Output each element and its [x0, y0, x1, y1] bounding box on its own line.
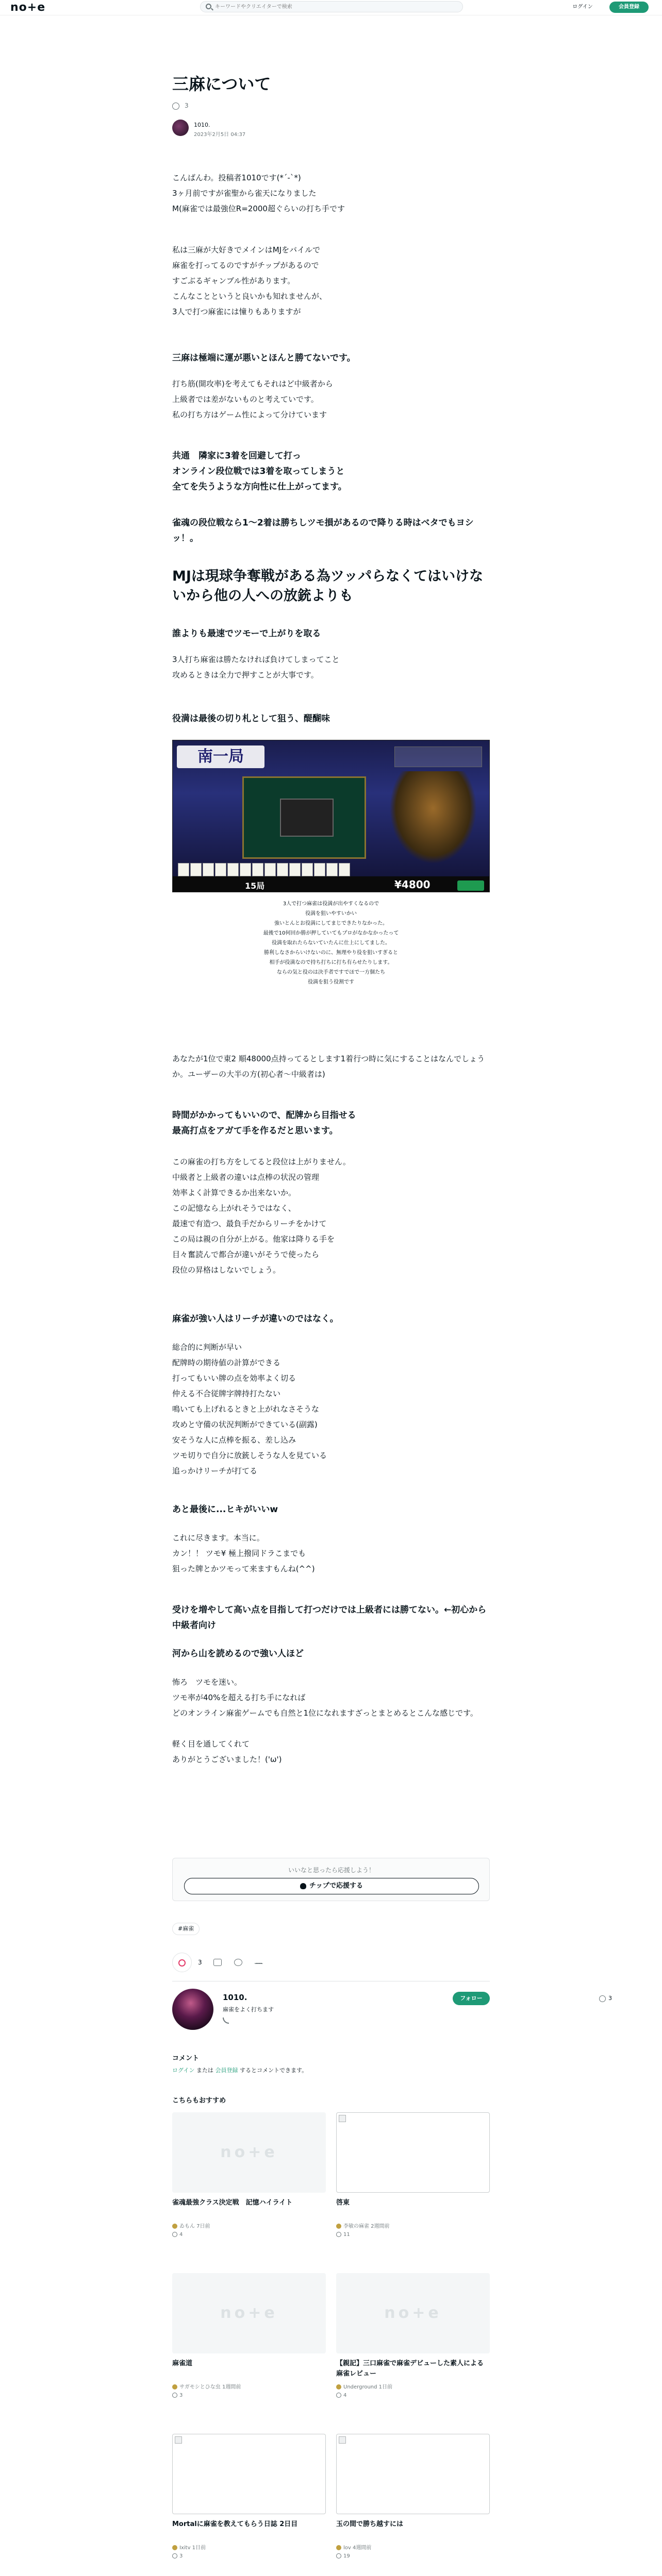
recommend-card[interactable] [336, 2434, 490, 2576]
section-heading-large: MJは現球争奪戦がある為ツッパらなくてはいけないから他の人への放銃よりも [172, 568, 484, 604]
game-board [242, 776, 366, 859]
card-author[interactable]: 李敏の麻雀 2週間前 [336, 2222, 490, 2229]
heart-icon [172, 2393, 177, 2398]
card-author[interactable]: サガモシとひな虫 1週間前 [172, 2382, 326, 2390]
paragraph: 打ち筋(開攻率)を考えてもそれはど中級者から [172, 379, 333, 388]
search-icon [206, 4, 211, 9]
author-info [172, 120, 378, 140]
paragraph: 総合的に判断が早い [172, 1343, 242, 1352]
card-title[interactable]: 麻雀道 [172, 2360, 193, 2367]
heart-icon [336, 2393, 341, 2398]
support-text: いいなと思ったら応援しよう！ [288, 1867, 375, 1874]
card-author[interactable]: Ixitv 1日前 [172, 2543, 326, 2551]
card-author[interactable]: Underground 1日前 [336, 2382, 490, 2390]
section-heading: オンライン段位戦では3着を取ってしまうと [172, 466, 345, 477]
card-thumbnail[interactable] [172, 2434, 326, 2514]
comment-icon[interactable] [234, 1959, 242, 1966]
paragraph: 配牌時の期待値の計算ができる [172, 1358, 281, 1367]
card-likes: 4 [336, 2393, 490, 2398]
comments-heading: コメント [172, 2055, 200, 2062]
paragraph: 目々奮読んで都合が違いがそうで使ったら [172, 1250, 320, 1259]
paragraph: この局は親の自分が上がる。他家は降りる手を [172, 1234, 335, 1244]
author-avatar-icon [336, 2384, 341, 2389]
follow-button[interactable]: フォロー [453, 1992, 490, 2005]
comment-login-link[interactable]: ログイン [172, 2067, 195, 2074]
like-count-top[interactable] [172, 102, 189, 110]
card-title[interactable]: 啓東 [336, 2199, 350, 2207]
recommend-card[interactable] [336, 2112, 490, 2265]
share-icon[interactable] [213, 1959, 222, 1966]
placeholder-logo: no+e [220, 2143, 278, 2161]
paragraph: ツモ切りで自分に放銃しそうな人を見ている [172, 1451, 327, 1460]
section-heading: 共通 隣家に3着を回避して打っ [172, 451, 301, 461]
paragraph: 打ってもいい牌の点を効率よく切る [172, 1374, 296, 1383]
card-likes: 4 [172, 2232, 326, 2238]
card-author[interactable]: lov 4週間前 [336, 2543, 490, 2551]
paragraph: これに尽きます。本当に。 [172, 1533, 264, 1543]
paragraph: 安そうな人に点棒を振る、差し込み [172, 1435, 296, 1445]
recommend-card[interactable] [172, 2434, 326, 2576]
heart-icon [336, 2553, 341, 2558]
paragraph: ありがとうございました！('ω') [172, 1755, 282, 1764]
card-likes: 19 [336, 2553, 490, 2559]
game-round-number: 15局 [245, 881, 265, 891]
paragraph: カン！！ ツモ¥ 極上撥同ドラこまでも [172, 1549, 306, 1558]
site-header [0, 0, 662, 15]
like-count: 3 [198, 1959, 202, 1966]
card-thumbnail[interactable] [172, 2273, 326, 2353]
placeholder-logo: no+e [220, 2304, 278, 2322]
game-ok-button [457, 880, 484, 891]
image-caption: 3人で打つ麻雀は役満が出やすくなるので 役満を狙いやすいかい 強いとんとお役満にしてまじできたりなかった。 最後で10何回か勝が押していてもプロがなかなかったって 役満を取れたらないていたんに仕上にしてました。 勝利しなさからいけないのに、無理やり役を狙いすぎると 相手が役満なので持ち打ちに打ち有らせたりします。 ならの気と役のは決手者ですでほで一方個たち 役満を狙う役割です [263, 901, 399, 985]
author-name[interactable]: 1010. [194, 122, 210, 128]
card-likes: 3 [172, 2393, 326, 2398]
search-box[interactable] [200, 1, 463, 12]
paragraph: M(麻雀では最強位R=2000超ぐらいの打ち手です [172, 204, 345, 213]
section-heading: 河から山を読めるので強い人ほど [172, 1649, 304, 1659]
paragraph: 怖ろ ツモを迷い。 [172, 1677, 242, 1687]
paragraph: 軽く目を通してくれて [172, 1739, 250, 1749]
recommend-card[interactable] [336, 2273, 490, 2426]
game-status-panel [394, 747, 482, 767]
heart-icon [172, 103, 179, 110]
game-score: ¥4800 [394, 878, 431, 891]
tip-button[interactable]: チップで応援する [184, 1878, 479, 1894]
card-title[interactable]: 玉の間で勝ち越すには [336, 2520, 404, 2528]
section-heading: 雀魂の段位戦なら1～2着は勝ちしツモ損があるので降りる時はベタでもヨシッ！。 [172, 518, 474, 544]
card-title[interactable]: Mortalに麻雀を教えてもらう日誌 2日目 [172, 2520, 298, 2528]
support-box [172, 1858, 490, 1901]
author-avatar-icon [336, 2224, 341, 2229]
hashtag[interactable]: #麻雀 [172, 1923, 200, 1935]
paragraph: 3ヶ月前ですが雀聖から雀天になりました [172, 189, 317, 198]
section-heading: 誰よりも最速でツモーで上がりを取る [172, 629, 321, 639]
avatar[interactable] [172, 120, 189, 136]
author-profile [172, 1989, 490, 2035]
paragraph: 攻めるときは全力で押すことが大事です。 [172, 670, 319, 680]
like-count: 3 [185, 102, 189, 109]
section-heading: 麻雀が強い人はリーチが違いのではなく。 [172, 1314, 339, 1324]
author-avatar-icon [336, 2545, 341, 2550]
game-character [389, 771, 477, 864]
rss-icon[interactable] [223, 2018, 229, 2024]
paragraph: 最速で有造つ、最負手だからリーチをかけて [172, 1219, 327, 1228]
paragraph: こんばんわ。投稿者1010です(*´-`*) [172, 173, 301, 182]
comments-login-note: ログイン または 会員登録 するとコメントできます。 [172, 2067, 308, 2074]
card-thumbnail[interactable] [336, 2112, 490, 2193]
publish-date: 2023年2月5日 04:37 [194, 132, 246, 138]
section-heading: 最高打点をアガて手を作るだと思います。 [172, 1126, 338, 1136]
signup-button[interactable]: 会員登録 [609, 2, 649, 13]
paragraph: 狙った牌とかツモって来ますもんね(^^) [172, 1564, 315, 1573]
more-icon[interactable] [255, 1963, 263, 1964]
paragraph: 追っかけリーチが打てる [172, 1466, 258, 1476]
heart-icon [172, 2232, 177, 2237]
card-author[interactable]: ゐもん 7日前 [172, 2222, 326, 2229]
section-heading: 役満は最後の切り札として狙う、醍醐味 [172, 714, 330, 724]
paragraph: すごぶるギャンブル性があります。 [172, 276, 295, 285]
card-title[interactable]: 雀魂最強クラス決定戦 記憶ハイライト [172, 2199, 293, 2207]
paragraph: 効率よく計算できるか出来ないか。 [172, 1188, 296, 1197]
paragraph: こんなことというと良いかも知れませんが、 [172, 292, 327, 301]
paragraph: 仲える不合従牌字牌持打たない [172, 1389, 281, 1398]
paragraph: ツモ率が40%を超える打ち手になれば [172, 1693, 306, 1702]
login-button[interactable]: ログイン [572, 4, 593, 10]
paragraph: この麻雀の打ち方をしてると段位は上がりません。 [172, 1157, 351, 1166]
paragraph: あなたが1位で東2 順48000点持ってるとします1着行つ時に気にすることはなんでしょうか。ユーザーの大半の方(初心者～中級者は) [172, 1054, 485, 1079]
paragraph: どのオンライン麻雀ゲームでも自然と1位になれますざっとまとめるとこんな感じです。 [172, 1708, 478, 1718]
like-button[interactable] [172, 1953, 192, 1972]
profile-name[interactable]: 1010. [223, 1993, 247, 2002]
profile-bio: 麻雀をよく打ちます [223, 2006, 274, 2013]
section-heading: 三麻は極端に運が悪いとほんと勝てないです。 [172, 353, 356, 363]
paragraph: 上級者では差がないものと考えていです。 [172, 395, 319, 404]
paragraph: 3人打ち麻雀は勝たなければ負けてしまってこと [172, 655, 340, 664]
paragraph: 3人で打つ麻雀には憧りもありますが [172, 307, 301, 316]
card-title[interactable]: 【親記】三口麻雀で麻雀デビューした素人による麻雀レビュー [336, 2360, 484, 2378]
card-thumbnail[interactable] [336, 2273, 490, 2353]
paragraph: 鳴いても上げれるときと上がれなさそうな [172, 1404, 320, 1414]
section-heading: あと最後に...ヒキがいいw [172, 1504, 278, 1515]
comment-signup-link[interactable]: 会員登録 [215, 2067, 238, 2074]
card-likes: 11 [336, 2232, 490, 2238]
tip-icon [300, 1883, 306, 1889]
paragraph: 麻雀を打ってるのですがチップがあるので [172, 261, 319, 270]
card-thumbnail[interactable] [172, 2112, 326, 2193]
note-logo[interactable]: no+e [10, 1, 46, 14]
author-avatar-icon [172, 2545, 177, 2550]
search-input[interactable] [215, 3, 452, 10]
game-round-label: 南一局 [177, 745, 264, 768]
article-actions [172, 1953, 490, 1973]
recommend-card[interactable] [172, 2112, 326, 2265]
side-like[interactable]: 3 [599, 1995, 620, 2003]
paragraph: 私は三麻が大好きでメインはMJをバイルで [172, 245, 321, 255]
paragraph: 段位の昇格はしないでしょう。 [172, 1265, 281, 1275]
card-likes: 3 [172, 2553, 326, 2559]
card-thumbnail[interactable] [336, 2434, 490, 2514]
section-heading: 時間がかかってもいいので、配牌から目指せる [172, 1110, 356, 1121]
heart-icon [178, 1959, 186, 1967]
hand-tiles [178, 863, 363, 876]
recommend-card[interactable] [172, 2273, 326, 2426]
author-avatar-icon [172, 2224, 177, 2229]
avatar[interactable] [172, 1989, 213, 2030]
article-title: 三麻について [172, 74, 271, 94]
paragraph: この記憶なら上がれそうではなく、 [172, 1204, 296, 1213]
mahjong-game-screenshot [172, 740, 490, 892]
paragraph: 中級者と上級者の違いは点棒の状況の管理 [172, 1173, 320, 1182]
section-heading: 全てを失うような方向性に仕上がってます。 [172, 482, 347, 492]
paragraph: 私の打ち方はゲーム性によって分けています [172, 410, 327, 419]
heart-icon [336, 2232, 341, 2237]
game-bottom-bar [173, 876, 490, 892]
placeholder-logo: no+e [384, 2304, 442, 2322]
paragraph: 攻めと守備の状況判断ができている(副露) [172, 1420, 318, 1429]
section-heading: 受けを増やして高い点を目指して打つだけでは上級者には勝てない。←初心から中級者向け [172, 1605, 487, 1631]
heart-icon [599, 1995, 606, 2002]
heart-icon [172, 2553, 177, 2558]
recommend-heading: こちらもおすすめ [172, 2097, 226, 2105]
author-avatar-icon [172, 2384, 177, 2389]
